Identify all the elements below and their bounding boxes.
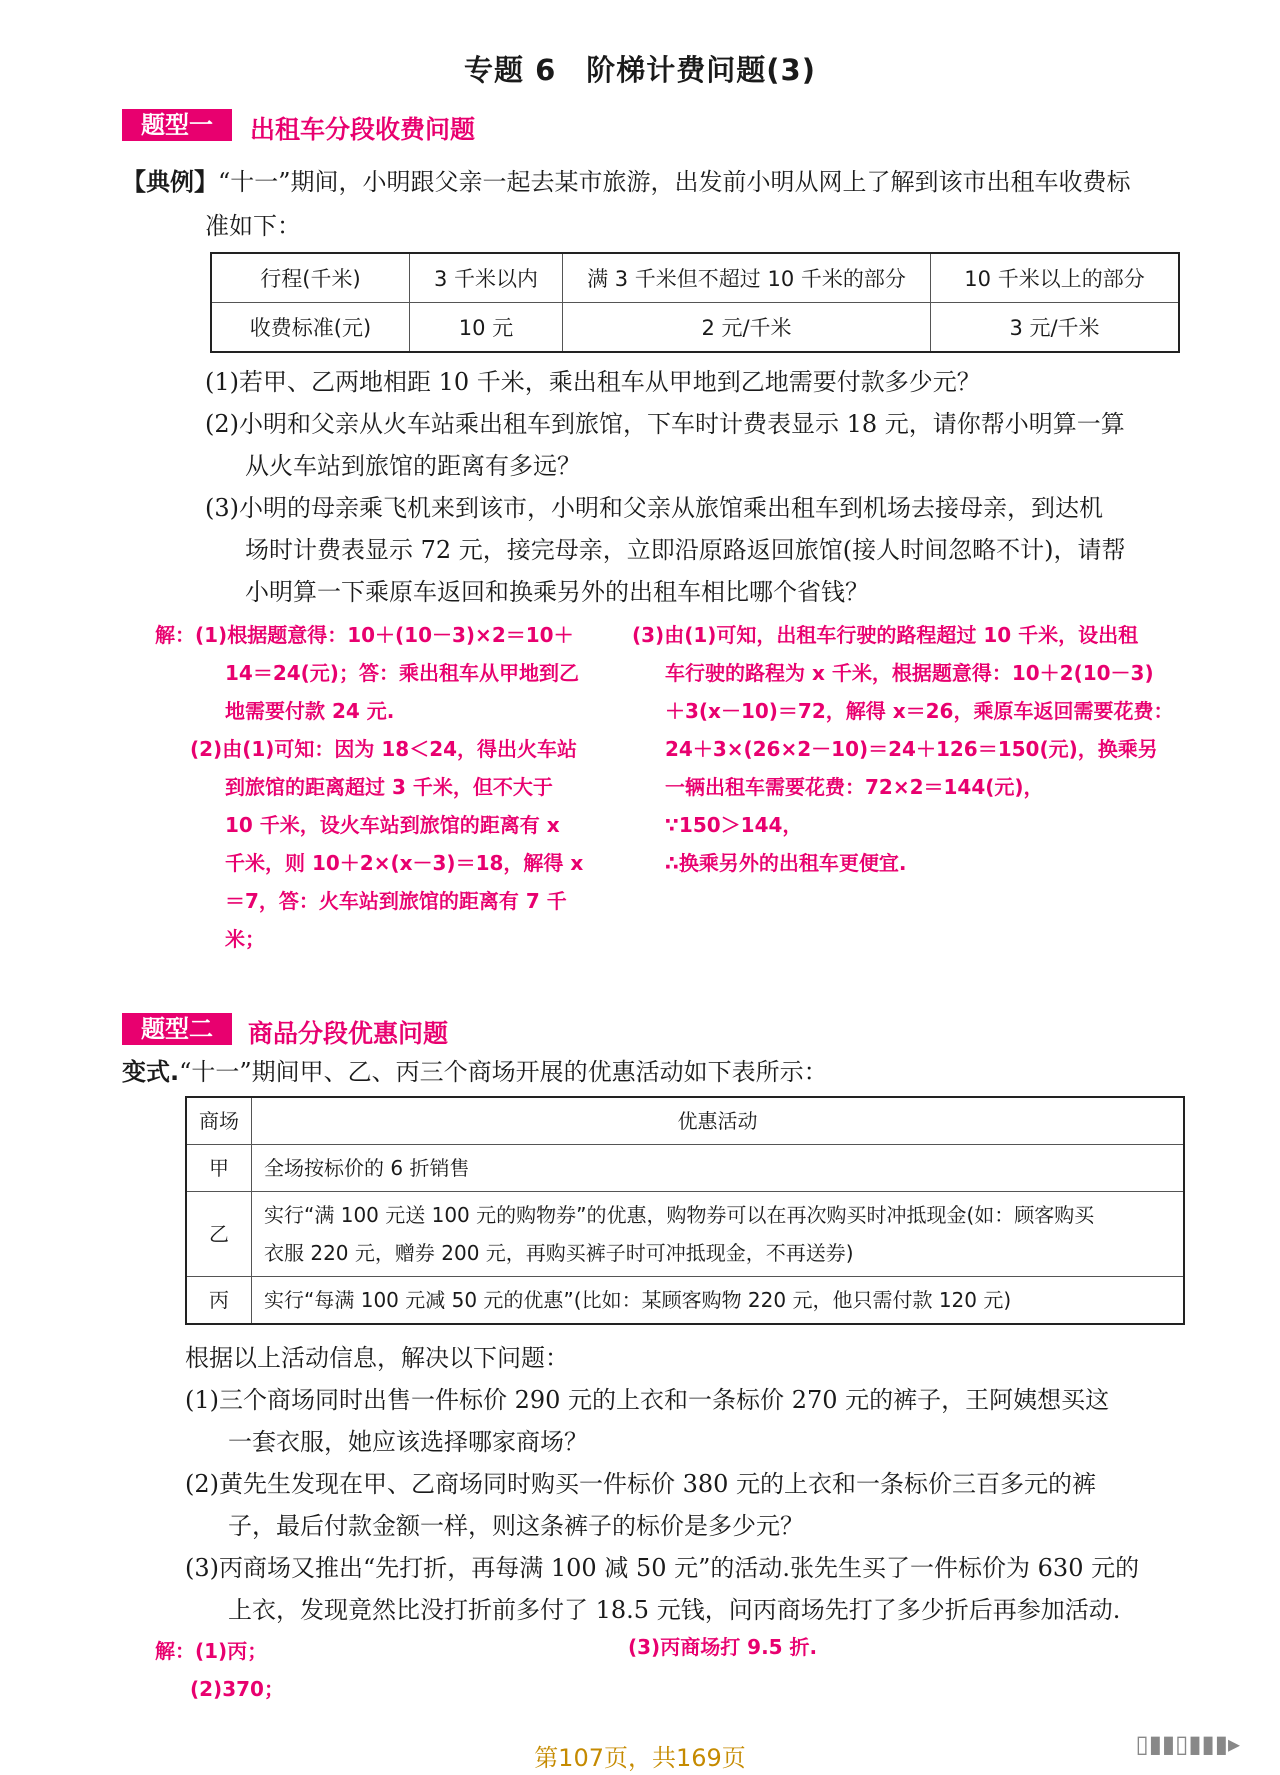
answer-left-5: 到旅馆的距离超过 3 千米，但不大于 <box>225 775 553 799</box>
s2-question-2: (2)黄先生发现在甲、乙商场同时购买一件标价 380 元的上衣和一条标价三百多元的裤 <box>185 1470 1097 1498</box>
scroll-indicator[interactable] <box>1136 1730 1241 1758</box>
question-2-cont: 从火车站到旅馆的距离有多远？ <box>245 452 581 480</box>
promotion-table <box>185 1096 1185 1325</box>
s2-answer-2: (2)370； <box>190 1677 284 1701</box>
answer-left-3: 地需要付款 24 元. <box>225 699 395 723</box>
question-3: (3)小明的母亲乘飞机来到该市，小明和父亲从旅馆乘出租车到机场去接母亲，到达机 <box>205 494 1103 522</box>
answer-left-2: 14＝24(元)；答：乘出租车从甲地到乙 <box>225 661 579 685</box>
answer-right-6: ∵150＞144， <box>665 813 803 837</box>
answer-right-2: 车行驶的路程为 x 千米，根据题意得：10＋2(10－3) <box>665 661 1154 685</box>
question-2: (2)小明和父亲从火车站乘出租车到旅馆，下车时计费表显示 18 元，请你帮小明算一算 <box>205 410 1125 438</box>
section2-heading: 商品分段优惠问题 <box>248 1019 449 1048</box>
question-3-cont2: 小明算一下乘原车返回和换乘另外的出租车相比哪个省钱？ <box>245 578 869 606</box>
answer-left-9: 米； <box>225 927 265 951</box>
answer-right-4: 24＋3×(26×2－10)＝24＋126＝150(元)，换乘另 <box>665 737 1158 761</box>
table-row <box>186 1097 1184 1145</box>
lead-text: 根据以上活动信息，解决以下问题： <box>185 1344 569 1372</box>
cell-text: 实行“每满 100 元减 50 元的优惠”(比如：某顾客购物 220 元，他只需付款 120 元) <box>264 1288 1012 1312</box>
table-cell: 甲 <box>186 1145 252 1192</box>
s2-question-1: (1)三个商场同时出售一件标价 290 元的上衣和一条标价 270 元的裤子，王阿姨想买这 <box>185 1386 1110 1414</box>
example-intro-2: 准如下： <box>205 212 301 240</box>
cell-text: 全场按标价的 6 折销售 <box>264 1156 470 1180</box>
answer-left-7: 千米，则 10＋2×(x－3)＝18，解得 x <box>225 851 584 875</box>
answer-left-8: ＝7，答：火车站到旅馆的距离有 7 千 <box>225 889 567 913</box>
s2-question-2-cont: 子，最后付款金额一样，则这条裤子的标价是多少元？ <box>228 1512 804 1540</box>
answer-right-7: ∴换乘另外的出租车更便宜. <box>665 851 907 875</box>
example-intro-text: “十一”期间，小明跟父亲一起去某市旅游，出发前小明从网上了解到该市出租车收费标 <box>218 168 1131 196</box>
table-cell: 丙 <box>186 1277 252 1325</box>
table-row <box>211 303 1179 353</box>
table-cell: 满 3 千米但不超过 10 千米的部分 <box>563 253 931 303</box>
table-cell: 行程(千米) <box>211 253 410 303</box>
section2-tag: 题型二 <box>122 1013 232 1045</box>
s2-question-3-cont: 上衣，发现竟然比没打折前多付了 18.5 元钱，问丙商场先打了多少折后再参加活动. <box>228 1596 1121 1624</box>
section1-tag: 题型一 <box>122 109 232 141</box>
s2-answer-1: 解：(1)丙； <box>155 1639 268 1663</box>
table-cell: 收费标准(元) <box>211 303 410 353</box>
variant-intro-text: “十一”期间甲、乙、丙三个商场开展的优惠活动如下表所示： <box>179 1058 828 1086</box>
table-header: 优惠活动 <box>252 1097 1185 1145</box>
question-3-cont: 场时计费表显示 72 元，接完母亲，立即沿原路返回旅馆(接人时间忽略不计)，请帮 <box>245 536 1126 564</box>
answer-left-6: 10 千米，设火车站到旅馆的距离有 x <box>225 813 560 837</box>
page-indicator: 第107页，共169页 <box>534 1744 746 1772</box>
example-label: 【典例】 <box>122 168 218 196</box>
table-cell <box>252 1277 1185 1325</box>
table-cell <box>252 1145 1185 1192</box>
table-cell: 乙 <box>186 1192 252 1277</box>
table-cell: 10 元 <box>410 303 563 353</box>
taxi-fare-table <box>210 252 1180 353</box>
table-cell: 3 千米以内 <box>410 253 563 303</box>
s2-answer-3: (3)丙商场打 9.5 折. <box>628 1635 818 1659</box>
cell-text: 实行“满 100 元送 100 元的购物券”的优惠，购物券可以在再次购买时冲抵现金(如：顾客购买 <box>264 1203 1095 1227</box>
table-header: 商场 <box>186 1097 252 1145</box>
table-row <box>186 1277 1184 1325</box>
example-intro <box>122 162 1131 202</box>
variant-intro <box>122 1052 828 1092</box>
cell-text: 衣服 220 元，赠券 200 元，再购买裤子时可冲抵现金，不再送券) <box>264 1241 854 1265</box>
table-cell <box>252 1192 1185 1277</box>
s2-question-1-cont: 一套衣服，她应该选择哪家商场？ <box>228 1428 588 1456</box>
table-cell: 10 千米以上的部分 <box>931 253 1180 303</box>
answer-left-4: (2)由(1)可知：因为 18＜24，得出火车站 <box>190 737 578 761</box>
answer-right-5: 一辆出租车需要花费：72×2＝144(元)， <box>665 775 1044 799</box>
variant-label: 变式. <box>122 1058 180 1086</box>
answer-left-1: 解：(1)根据题意得：10＋(10－3)×2＝10＋ <box>155 623 574 647</box>
answer-right-1: (3)由(1)可知，出租车行驶的路程超过 10 千米，设出租 <box>632 623 1139 647</box>
answer-right-3: ＋3(x－10)＝72，解得 x＝26，乘原车返回需要花费： <box>665 699 1174 723</box>
table-row <box>186 1192 1184 1277</box>
s2-question-3: (3)丙商场又推出“先打折，再每满 100 减 50 元”的活动.张先生买了一件标价为 630 元的 <box>185 1554 1140 1582</box>
table-row <box>211 253 1179 303</box>
question-1: (1)若甲、乙两地相距 10 千米，乘出租车从甲地到乙地需要付款多少元？ <box>205 368 981 396</box>
section1-heading: 出租车分段收费问题 <box>250 115 476 144</box>
table-row <box>186 1145 1184 1192</box>
table-cell: 2 元/千米 <box>563 303 931 353</box>
table-cell: 3 元/千米 <box>931 303 1180 353</box>
scroll-handle-icon: ▯▮▮▯▮▮▮▸ <box>1135 1730 1240 1758</box>
page-title: 专题 6 阶梯计费问题(3) <box>464 53 816 87</box>
